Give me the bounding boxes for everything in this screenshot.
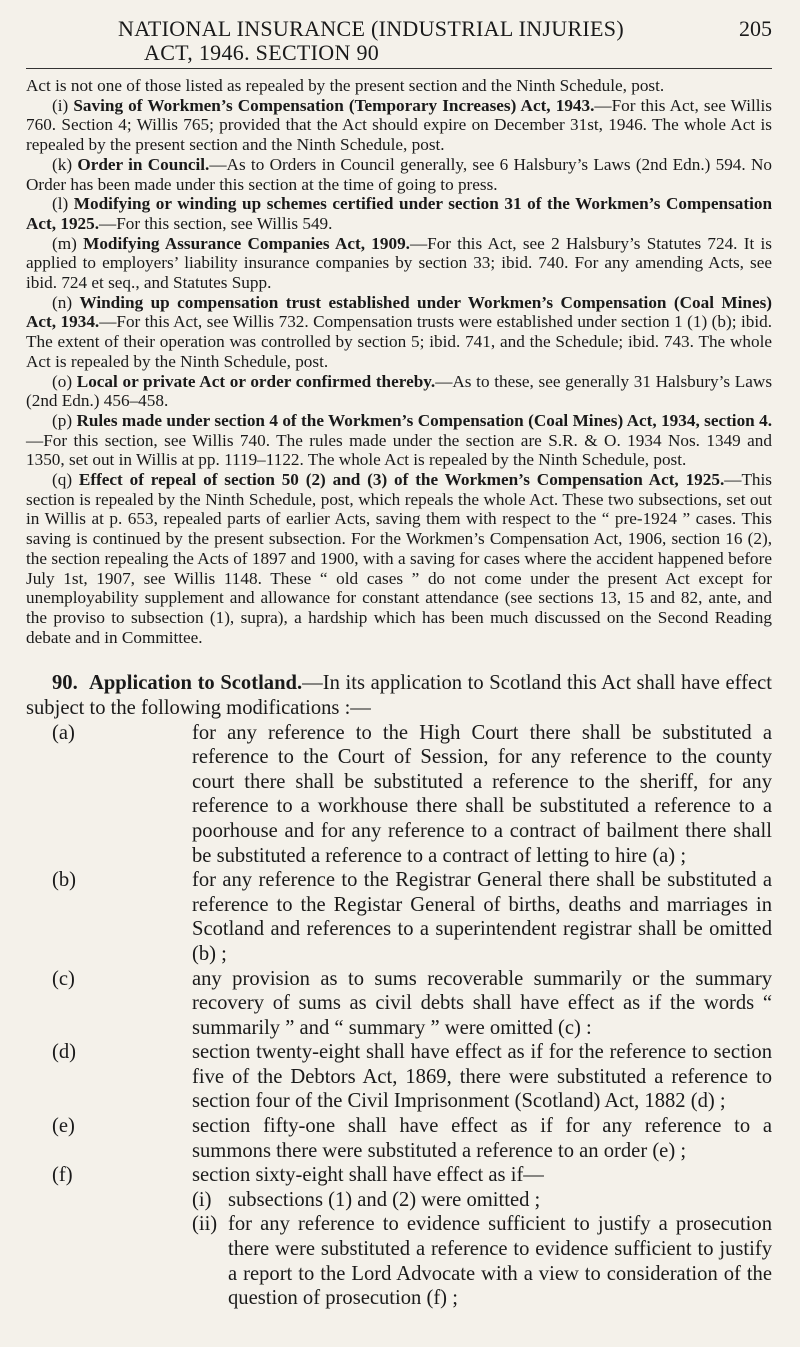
clause-label: (a) [52, 721, 75, 744]
annotation-item [26, 96, 772, 155]
annotation-item [26, 372, 772, 411]
annotation-label: (o) [52, 371, 73, 391]
page-number: 205 [739, 16, 772, 41]
subclause-list [26, 1188, 772, 1311]
annotation-item [26, 155, 772, 194]
annotation-title: Effect of repeal of section 50 (2) and (3) of the Workmen’s Compensation Act, 1925. [78, 470, 725, 490]
clause-label: (b) [52, 869, 77, 892]
annotation-intro: Act is not one of those listed as repealed by the present section and the Ninth Schedule, post. [26, 76, 665, 95]
clause-text: section sixty-eight shall have effect as if— [192, 1164, 544, 1187]
header-rule [26, 68, 772, 69]
clause-item [26, 967, 772, 1041]
clause-text: for any reference to the Registrar General there shall be substituted a reference to the Registar General of births, deaths and marriages in Scotland and references to a superintendent registrar shall be omitted (b) ; [192, 869, 772, 965]
annotation-label: (q) [52, 470, 73, 490]
running-title: NATIONAL INSURANCE (INDUSTRIAL INJURIES) [118, 16, 624, 41]
section-lead-text: —In its application to Scotland this Act shall have effect subject to the following modifications :— [26, 672, 773, 719]
subclause-item [26, 1212, 772, 1310]
annotation-label: (l) [52, 194, 69, 214]
annotations-block [26, 76, 772, 647]
annotation-body: —For this section, see Willis 549. [99, 213, 333, 233]
annotation-label: (i) [52, 95, 69, 115]
annotation-title: Modifying or winding up schemes certified under section 31 of the Workmen’s Compensation Act, 1925. [26, 194, 772, 233]
annotation-list [26, 96, 772, 648]
annotation-title: Local or private Act or order confirmed thereby. [76, 371, 436, 391]
subclause-text: for any reference to evidence sufficient to justify a prosecution there were substituted a reference to evidence sufficient to justify a report to the Lord Advocate with a view to consideration of the question of prosecution (f) ; [228, 1213, 772, 1310]
annotation-title: Rules made under section 4 of the Workmen’s Compensation (Coal Mines) Act, 1934, section 4. [76, 410, 772, 430]
annotation-title: Saving of Workmen’s Compensation (Temporary Increases) Act, 1943. [73, 95, 595, 115]
clause-label: (f) [52, 1164, 73, 1187]
annotation-label: (m) [52, 233, 77, 253]
page-header [26, 16, 772, 72]
section-heading: Application to Scotland. [88, 672, 303, 695]
annotation-body: —As to Orders in Council generally, see 6 Halsbury’s Laws (2nd Edn.) 594. No Order has been made under this section at the time of going to press. [26, 154, 772, 194]
annotation-title: Winding up compensation trust established under Workmen’s Compensation (Coal Mines) Act, 1934. [26, 292, 773, 332]
annotation-body: —This section is repealed by the Ninth Schedule, post, which repeals the whole Act. These two subsections, set out in Willis at p. 653, repealed parts of earlier Acts, saving them with respect to the “ pre-1924 ” cases. This saving is continued by the present subsection. For the Workmen’s Compensation Act, 1906, section 16 (2), the section repealing the Acts of 1897 and 1900, with a saving for cases where the accident happened before July 1st, 1907, see Willis 1148. These “ old cases ” do not come under the present Act except for unemployability supplement and allowance for constant attendance (see sections 13, 15 and 82, ante, and the proviso to subsection (1), supra), a hardship which has been much discussed on the Second Reading debate and in Committee. [26, 470, 772, 647]
clause-item [26, 1163, 772, 1188]
clause-text: section twenty-eight shall have effect as if for the reference to section five of the Debtors Act, 1869, there were substituted a reference to section four of the Civil Imprisonment (Scotland) Act, 1882 (d) ; [192, 1041, 772, 1113]
annotation-label: (p) [52, 410, 73, 430]
clause-item [26, 1114, 772, 1163]
clause-text: section fifty-one shall have effect as if for any reference to a summons there were substituted a reference to an order (e) ; [192, 1115, 772, 1162]
annotation-item [26, 234, 772, 293]
clause-list [26, 721, 772, 1188]
annotation-body: —For this section, see Willis 740. The rules made under the section are S.R. & O. 1934 Nos. 1349 and 1350, set out in Willis at pp. 1119–1122. The whole Act is repealed by the Ninth Schedule, post. [26, 430, 772, 470]
annotation-body: —For this Act, see 2 Halsbury’s Statutes 724. It is applied to employers’ liability insurance companies by section 33; ibid. 740. For any amending Acts, see ibid. 724 et seq., and Statutes Supp. [26, 233, 772, 293]
annotation-item [26, 293, 772, 372]
clause-text: for any reference to the High Court there shall be substituted a reference to the Court of Session, for any reference to the county court there shall be substituted a reference to the sheriff, for any reference to a workhouse there shall be substituted a reference to a poorhouse and for any reference to a contract of bailment there shall be substituted a reference to a contract of letting to hire (a) ; [192, 721, 772, 867]
section-number: 90. [52, 672, 78, 695]
annotation-item [26, 470, 772, 647]
annotation-label: (n) [52, 292, 73, 312]
subclause-text: subsections (1) and (2) were omitted ; [228, 1188, 541, 1211]
section-lead [26, 671, 772, 720]
annotation-label: (k) [52, 154, 73, 174]
annotation-item [26, 411, 772, 470]
clause-label: (c) [52, 967, 75, 990]
annotation-title: Order in Council. [77, 154, 210, 174]
annotation-body: —For this Act, see Willis 732. Compensation trusts were established under section 1 (1) (b); ibid. The extent of their operation was controlled by section 5; ibid. 741, and the Schedule; ibid. 743. The whole Act is repealed by the Ninth Schedule, post. [26, 312, 773, 371]
annotation-body: —For this Act, see Willis 760. Section 4; Willis 765; provided that the Act should expire on December 31st, 1946. The whole Act is repealed by the present section and the Ninth Schedule, post. [26, 95, 772, 155]
annotation-body: —As to these, see generally 31 Halsbury’s Laws (2nd Edn.) 456–458. [26, 371, 773, 411]
annotation-title: Modifying Assurance Companies Act, 1909. [83, 233, 410, 253]
clause-item [26, 868, 772, 966]
clause-item [26, 1040, 772, 1114]
clause-item [26, 721, 772, 869]
clause-label: (e) [52, 1115, 75, 1138]
running-subtitle: ACT, 1946. SECTION 90 [144, 40, 380, 65]
subclause-item [26, 1188, 772, 1213]
subclause-label: (ii) [192, 1213, 218, 1236]
clause-label: (d) [52, 1041, 77, 1064]
section-90 [26, 671, 772, 1310]
subclause-label: (i) [192, 1188, 212, 1211]
clause-text: any provision as to sums recoverable summarily or the summary recovery of sums as civil debts shall have effect as if the words “ summarily ” and “ summary ” were omitted (c) : [192, 967, 772, 1039]
annotation-item [26, 194, 772, 233]
